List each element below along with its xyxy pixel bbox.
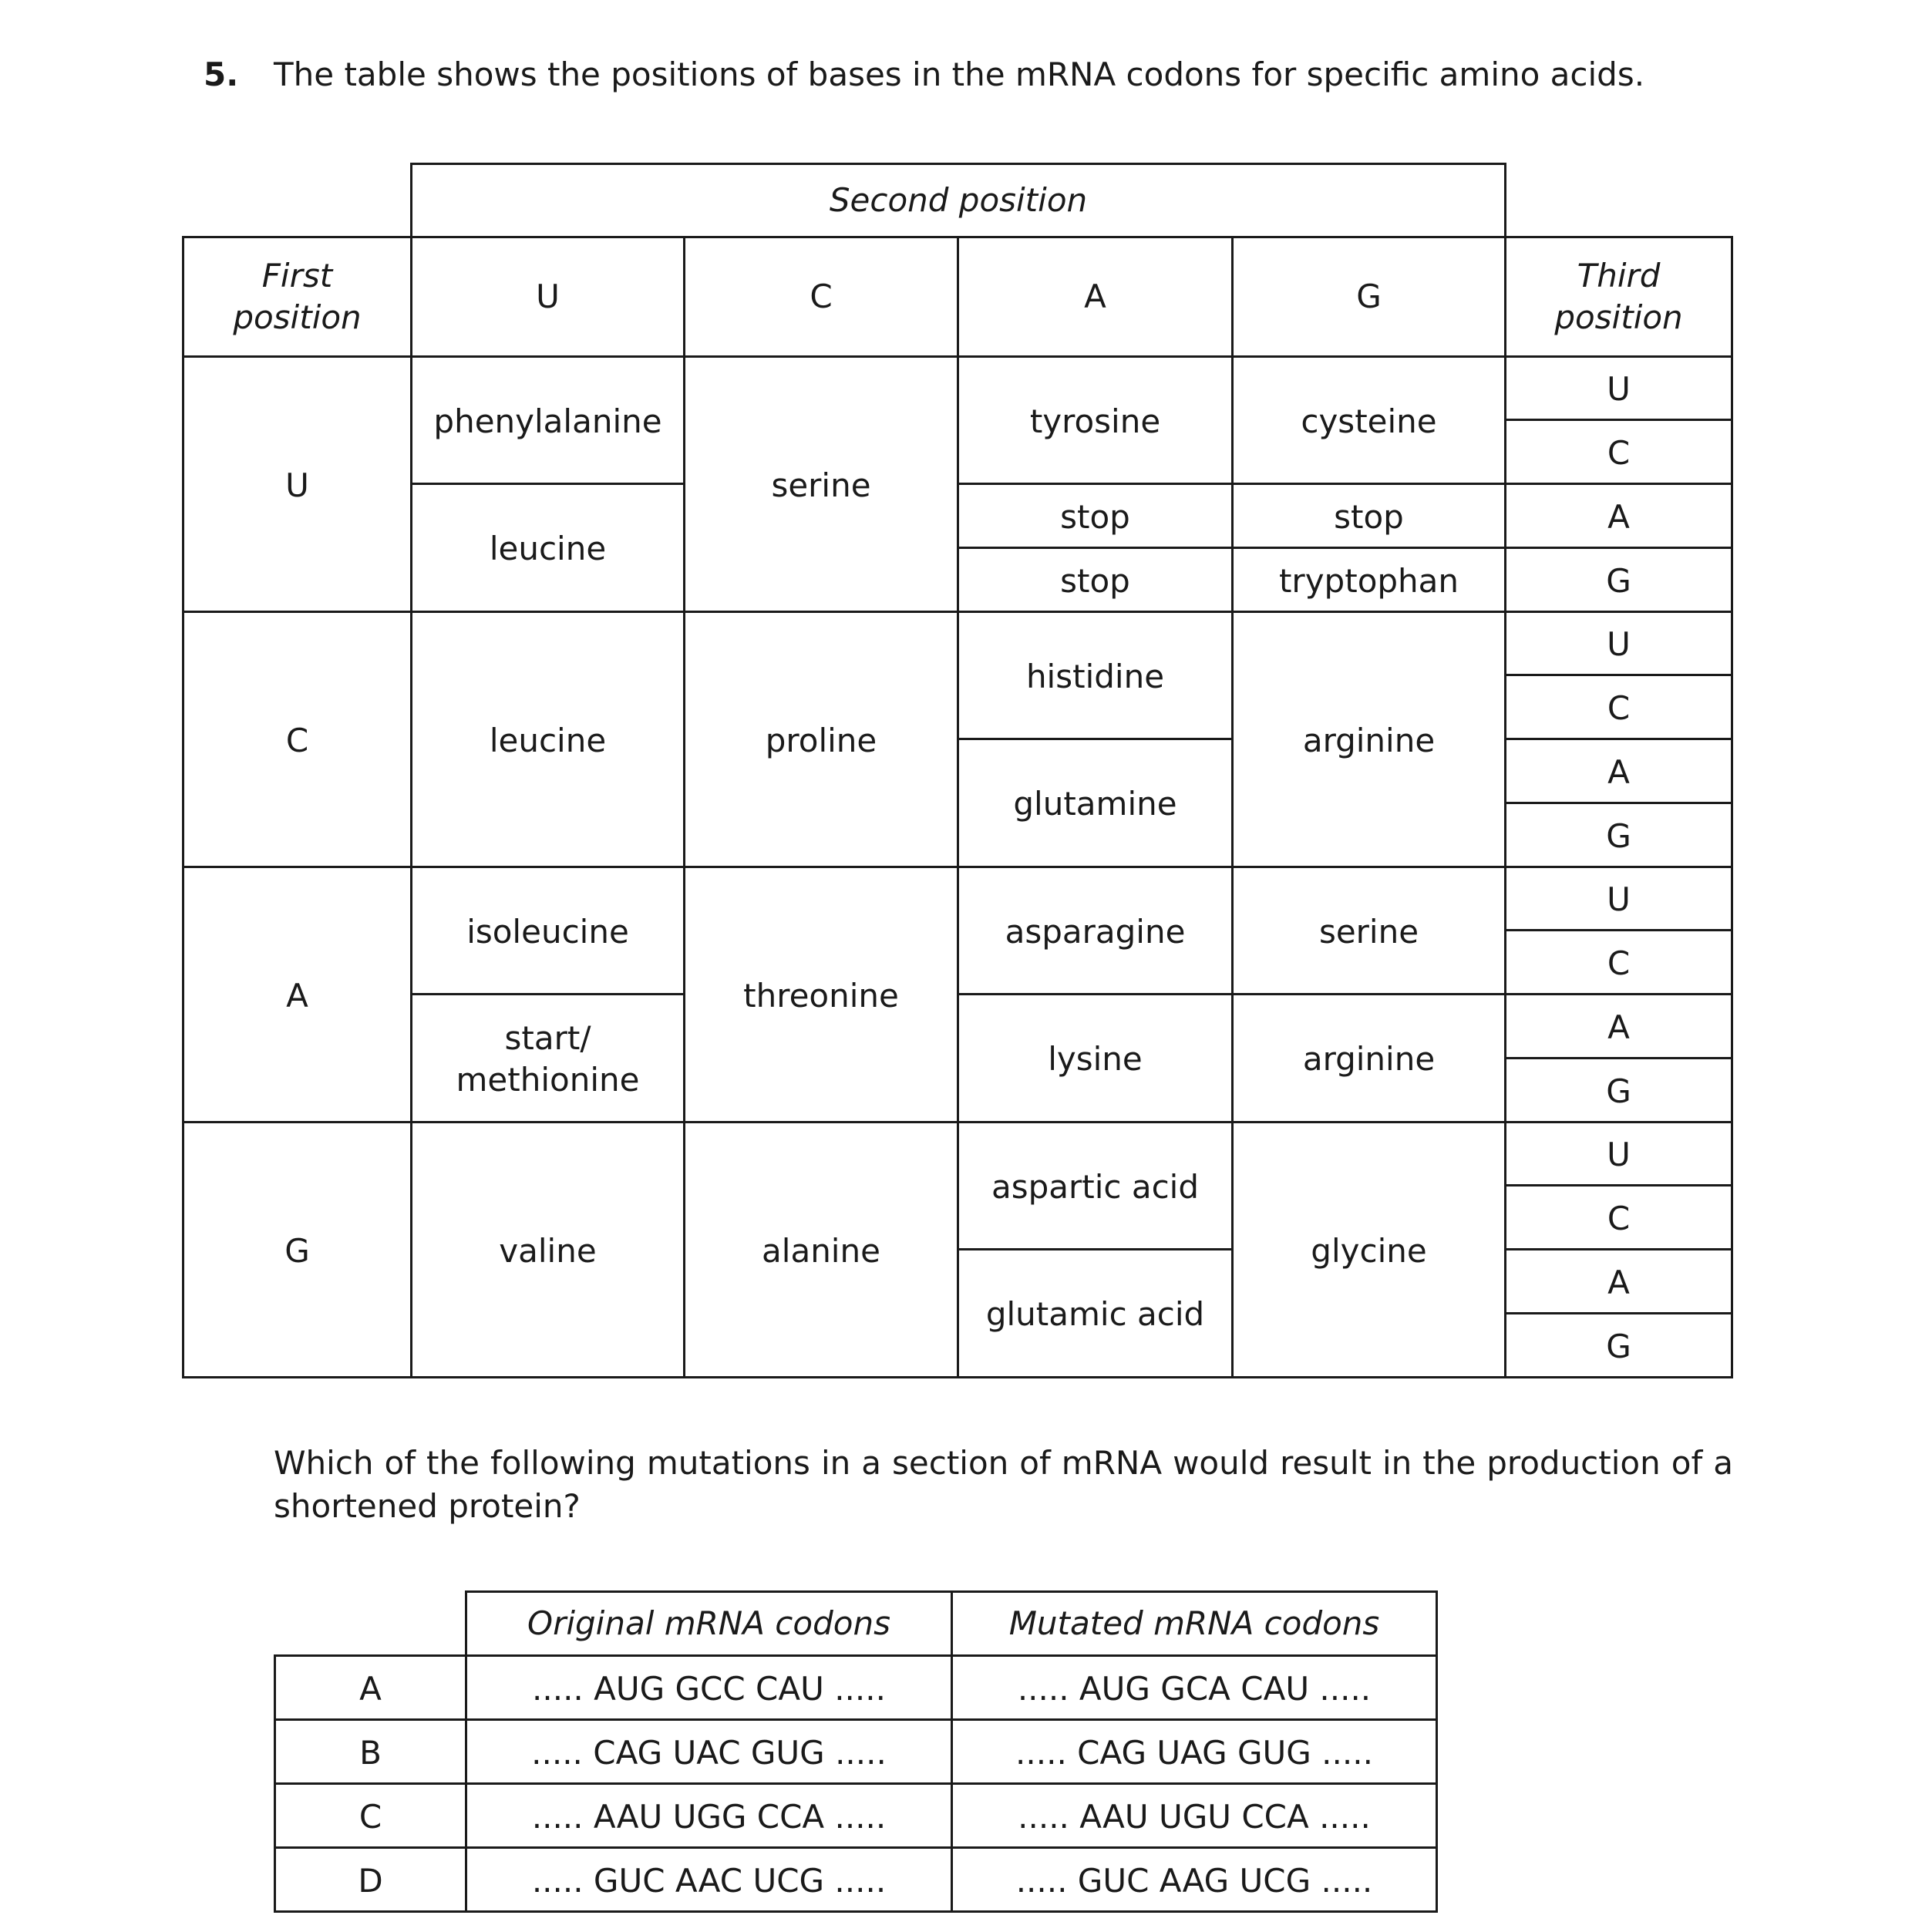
mutated-codons: ..... AAU UGU CCA ..... — [1018, 1797, 1371, 1836]
codon-text-line2: methionine — [456, 1061, 640, 1099]
question-text: The table shows the positions of bases in the mRNA codons for specific amino acids. — [274, 56, 1645, 93]
third-position-label-line1: Third — [1577, 257, 1661, 295]
codon-cell: aspartic acid — [991, 1167, 1200, 1206]
codon-cell: stop — [1060, 561, 1130, 600]
first-base-g: G — [284, 1231, 310, 1270]
codon-cell: cysteine — [1301, 402, 1437, 440]
third-position-label — [1504, 236, 1733, 358]
codon-cell: threonine — [743, 976, 899, 1015]
third-base: A — [1607, 1008, 1630, 1046]
original-codons: ..... CAG UAC GUG ..... — [531, 1733, 887, 1772]
codon-cell: leucine — [489, 530, 607, 567]
codon-text-line1: start/ — [504, 1019, 591, 1057]
codon-cell: proline — [765, 721, 877, 759]
codon-cell: serine — [1318, 912, 1419, 951]
sub-question-text: Which of the following mutations in a section of mRNA would result in the production of a shortened protein? — [274, 1444, 1733, 1525]
original-codons: ..... AAU UGG CCA ..... — [531, 1797, 887, 1836]
codon-cell: glutamic acid — [985, 1295, 1205, 1333]
mutated-codons: ..... GUC AAG UCG ..... — [1015, 1861, 1373, 1900]
third-base: A — [1607, 752, 1630, 791]
codon-cell: histidine — [1025, 657, 1165, 695]
third-base: G — [1606, 561, 1631, 600]
third-base: U — [1607, 1136, 1631, 1173]
first-position-label-line1: First — [261, 257, 333, 295]
codon-cell: stop — [1060, 497, 1130, 536]
mutated-codons: ..... AUG GCA CAU ..... — [1017, 1669, 1372, 1708]
third-base: C — [1607, 944, 1631, 982]
third-base: U — [1607, 625, 1631, 663]
original-codons: ..... GUC AAC UCG ..... — [531, 1861, 887, 1900]
original-codons: ..... AUG GCC CAU ..... — [532, 1669, 886, 1708]
first-base-u: U — [285, 466, 309, 504]
third-base: G — [1606, 1072, 1631, 1110]
codon-cell — [410, 995, 685, 1123]
codon-cell: phenylalanine — [433, 402, 662, 440]
header-mutated-codons: Mutated mRNA codons — [1008, 1604, 1380, 1642]
option-letter[interactable]: A — [359, 1669, 382, 1708]
codon-cell: asparagine — [1005, 912, 1186, 951]
codon-cell: arginine — [1302, 1040, 1436, 1078]
first-base-c: C — [285, 721, 309, 759]
header-original-codons: Original mRNA codons — [527, 1604, 890, 1642]
codon-cell: tryptophan — [1278, 561, 1459, 600]
mutated-codons: ..... CAG UAG GUG ..... — [1015, 1733, 1373, 1772]
column-header-c: C — [810, 278, 833, 315]
column-header-u: U — [536, 278, 560, 315]
codon-cell: serine — [771, 466, 871, 504]
codon-cell: tyrosine — [1029, 402, 1161, 440]
codon-cell: alanine — [762, 1231, 880, 1270]
third-base: C — [1607, 433, 1631, 472]
codon-cell: isoleucine — [466, 912, 629, 951]
third-base: U — [1607, 880, 1631, 918]
question-number: 5. — [204, 56, 239, 93]
option-letter[interactable]: B — [359, 1733, 382, 1772]
third-base: G — [1606, 816, 1631, 855]
third-base: A — [1607, 497, 1630, 536]
codon-cell: glycine — [1311, 1231, 1427, 1270]
first-base-a: A — [286, 976, 308, 1015]
third-base: G — [1606, 1327, 1631, 1365]
codon-cell: stop — [1334, 497, 1404, 536]
codon-cell: glutamine — [1013, 785, 1177, 823]
codon-cell: lysine — [1048, 1040, 1143, 1078]
second-position-label: Second position — [829, 181, 1088, 219]
third-base: A — [1607, 1263, 1630, 1301]
codon-cell: leucine — [489, 721, 607, 759]
third-base: U — [1607, 370, 1631, 408]
codon-cell: arginine — [1302, 721, 1436, 759]
first-position-label-line2: position — [233, 298, 362, 336]
codon-cell: valine — [499, 1231, 597, 1270]
option-letter[interactable]: D — [358, 1861, 383, 1900]
first-position-label — [182, 236, 412, 358]
column-header-g: G — [1356, 278, 1382, 315]
column-header-a: A — [1084, 278, 1106, 315]
third-base: C — [1607, 1199, 1631, 1237]
option-letter[interactable]: C — [358, 1797, 382, 1836]
third-base: C — [1607, 688, 1631, 727]
third-position-label-line2: position — [1554, 298, 1683, 336]
